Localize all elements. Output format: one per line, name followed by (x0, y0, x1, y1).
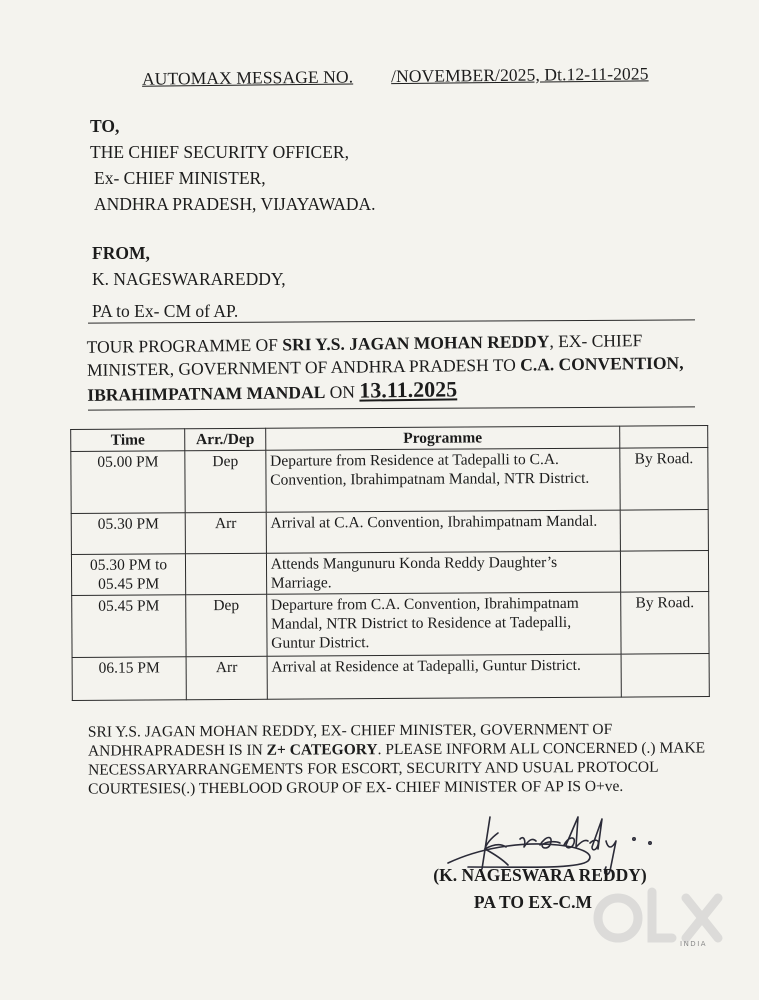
signer-name: (K. NAGESWARA REDDY) (433, 865, 647, 885)
cell-time: 05.30 PM to 05.45 PM (71, 554, 185, 596)
cell-remark (621, 551, 709, 593)
cell-arr-dep: Arr (185, 512, 266, 553)
message-label: AUTOMAX MESSAGE NO. (141, 66, 354, 89)
to-heading: TO, (90, 116, 120, 136)
watermark-subtext: INDIA (680, 940, 708, 948)
subject-paragraph (87, 328, 728, 407)
header-time: Time (71, 429, 185, 452)
message-number-line (142, 63, 657, 89)
table-row (72, 592, 709, 658)
to-line-3: ANDHRA PRADESH, VIJAYAWADA. (94, 194, 376, 214)
footer-text-2: . PLEASE INFORM ALL CONCERNED (.) MAKE NECESSARYARRANGEMENTS FOR ESCORT, SECURITY AND USUAL PROTOCOL COURTESIES(.) THEBLOOD GROUP OF EX- CHIEF MINISTER OF AP IS O+ve. (88, 739, 706, 798)
from-line-1: K. NAGESWARAREDDY, (92, 269, 286, 289)
cell-programme: Arrival at Residence at Tadepalli, Guntur District. (267, 654, 622, 699)
programme-table (70, 425, 710, 701)
cell-arr-dep (186, 553, 267, 594)
cell-remark: By Road. (620, 448, 708, 511)
subject-text-1: TOUR PROGRAMME OF (86, 334, 283, 357)
header-programme: Programme (265, 426, 619, 450)
cell-arr-dep: Dep (185, 450, 266, 512)
cell-arr-dep: Dep (186, 594, 267, 656)
subject-text-2: , EX- CHIEF MINISTER, GOVERNMENT OF ANDHRA PRADESH TO (86, 330, 643, 380)
message-reference: /NOVEMBER/2025, Dt.12-11-2025 (390, 63, 649, 87)
subject-date: 13.11.2025 (359, 376, 458, 403)
divider-bottom (88, 406, 695, 410)
cell-time: 06.15 PM (72, 657, 186, 701)
footer-text-1: SRI Y.S. JAGAN MOHAN REDDY, EX- CHIEF MINISTER, GOVERNMENT OF ANDHRAPRADESH IS IN (87, 720, 613, 760)
cell-time: 05.00 PM (71, 451, 186, 514)
cell-remark (620, 510, 708, 552)
to-address-block (90, 113, 376, 217)
to-line-2: Ex- CHIEF MINISTER, (94, 168, 266, 188)
cell-time: 05.30 PM (71, 513, 185, 555)
from-line-2: PA to Ex- CM of AP. (92, 301, 239, 321)
cell-programme: Arrival at C.A. Convention, Ibrahimpatnam Mandal. (266, 510, 621, 553)
subject-person: SRI Y.S. JAGAN MOHAN REDDY (282, 331, 550, 355)
footer-category: Z+ CATEGORY (266, 741, 378, 759)
header-remarks (620, 426, 708, 449)
footer-paragraph (88, 719, 718, 798)
cell-programme: Departure from Residence at Tadepalli to C.A. Convention, Ibrahimpatnam Mandal, NTR District. (266, 448, 621, 512)
subject-venue: C.A. CONVENTION, IBRAHIMPATNAM MANDAL (87, 352, 684, 405)
cell-programme: Departure from C.A. Convention, Ibrahimpatnam Mandal, NTR District to Residence at Tadepalli, Guntur District. (266, 592, 621, 656)
from-address-block (92, 240, 286, 324)
table-row (72, 654, 709, 701)
olx-watermark-logo (590, 880, 730, 960)
cell-arr-dep: Arr (186, 656, 267, 699)
from-heading: FROM, (92, 243, 150, 263)
table-row (71, 551, 708, 596)
cell-remark: By Road. (621, 592, 709, 655)
cell-remark (621, 654, 709, 698)
cell-time: 05.45 PM (72, 595, 187, 658)
cell-programme: Attends Mangunuru Konda Reddy Daughter’s Marriage. (266, 551, 621, 594)
signer-title: PA TO EX-C.M (473, 892, 593, 912)
header-arr-dep: Arr./Dep (185, 428, 266, 450)
to-line-1: THE CHIEF SECURITY OFFICER, (90, 142, 349, 162)
table-row (71, 448, 708, 514)
subject-text-3: ON (325, 381, 360, 402)
table-row (71, 510, 708, 555)
